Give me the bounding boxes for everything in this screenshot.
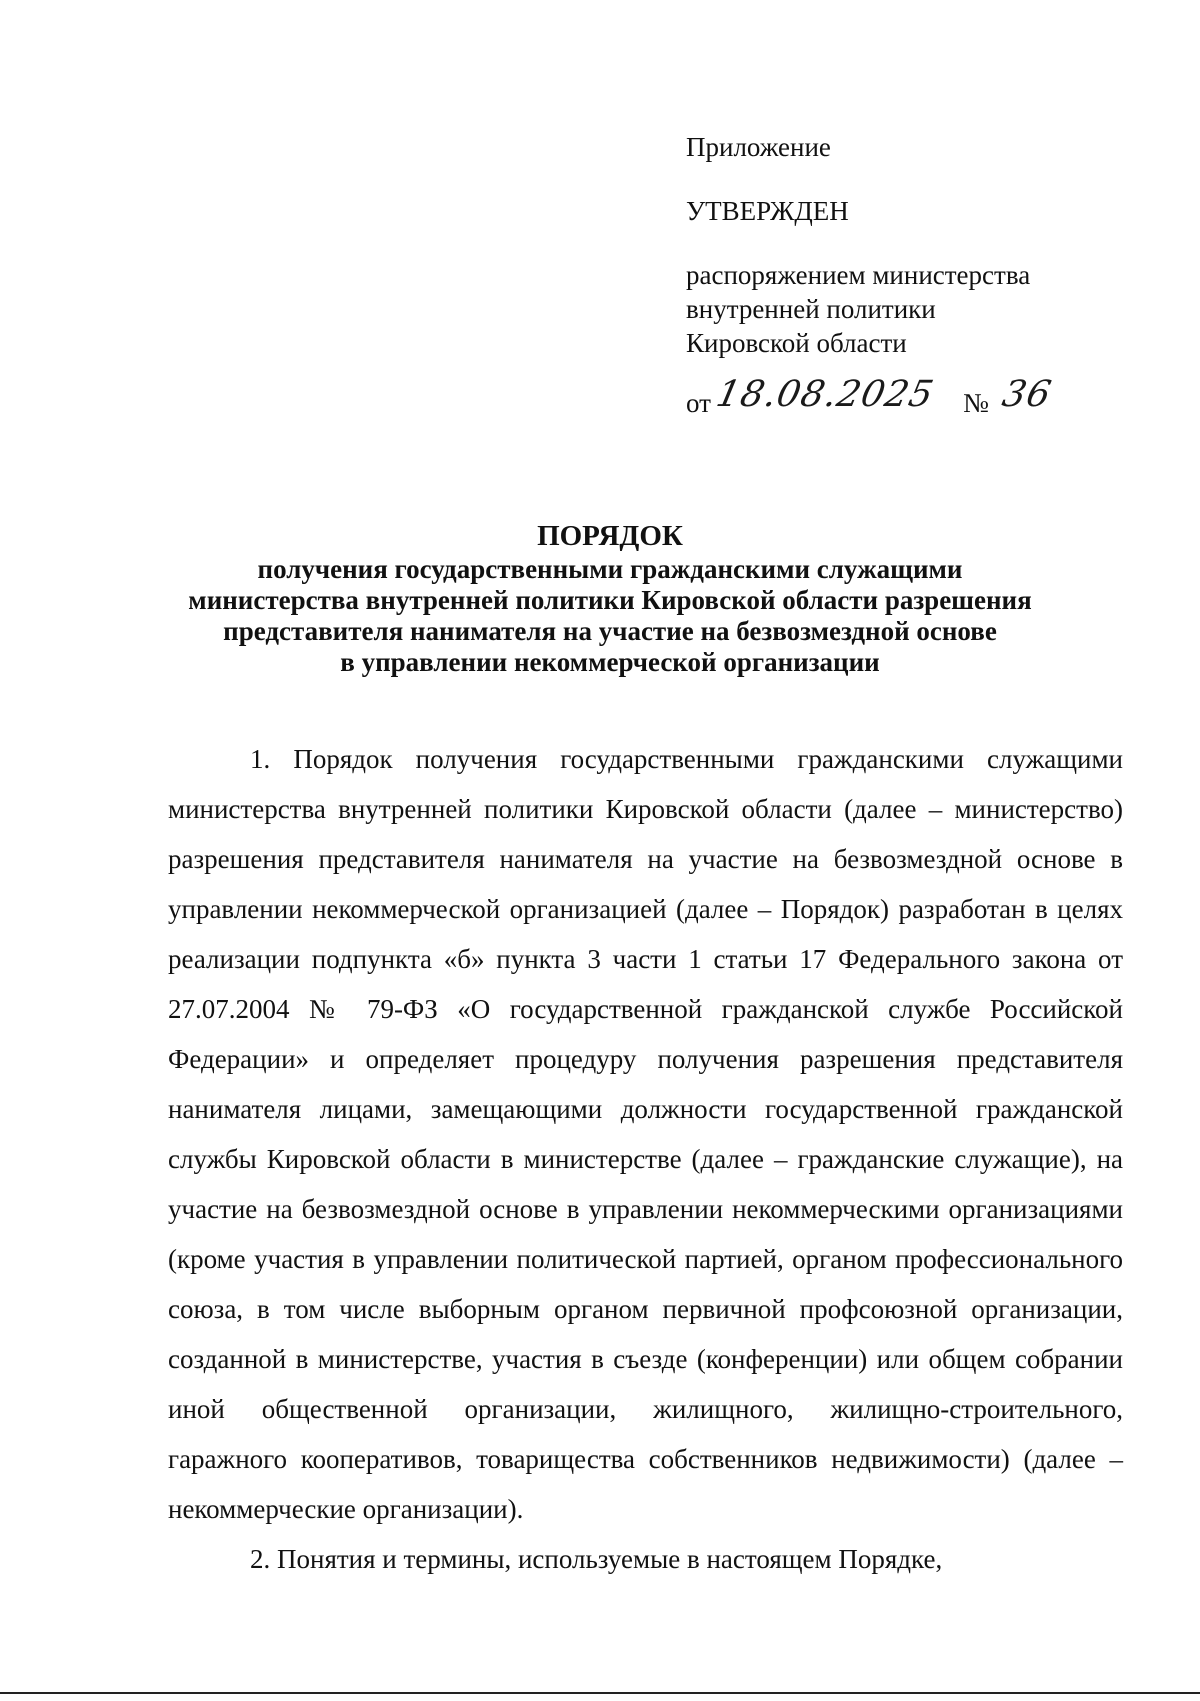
approved-by-line-2: внутренней политики	[686, 294, 936, 324]
title-subline-1: получения государственными гражданскими служащими	[257, 554, 963, 584]
approved-label: УТВЕРЖДЕН	[686, 196, 849, 226]
body-paragraph-1: 1. Порядок получения государственными гражданскими служащими министерства внутренней политики Кировской области (далее – министерство) разрешения представителя нанимателя на участие на безвозмездной основе в управлении некоммерческой организацией (далее – Порядок) разработан в целях реализации подпункта «б» пункта 3 части 1 статьи 17 Федерального закона от 27.07.2004 № 79-ФЗ «О государственной гражданской службе Российской Федерации» и определяет процедуру получения разрешения представителя нанимателя лицами, замещающими должности государственной гражданской службы Кировской области в министерстве (далее – гражданские служащие), на участие на безвозмездной основе в управлении некоммерческими организациями (кроме участия в управлении политической партией, органом профессионального союза, в том числе выборным органом первичной профсоюзной организации, созданной в министерстве, участия в съезде (конференции) или общем собрании иной общественной организации, жилищного, жилищно-строительного, гаражного кооперативов, товарищества собственников недвижимости) (далее – некоммерческие организации).	[168, 744, 1123, 1524]
document-body	[168, 734, 1123, 1584]
handwritten-number: 36	[998, 374, 1056, 415]
number-sign: №	[963, 388, 989, 418]
body-paragraph-2: 2. Понятия и термины, используемые в настоящем Порядке,	[250, 1544, 943, 1574]
handwritten-date: 18.08.2025	[712, 374, 938, 415]
date-number-line	[686, 374, 1126, 422]
document-title	[160, 521, 1060, 678]
approval-stamp-block	[686, 130, 1126, 422]
appendix-label: Приложение	[686, 132, 831, 162]
title-subline-4: в управлении некоммерческой организации	[340, 647, 880, 677]
approved-by-line-3: Кировской области	[686, 328, 907, 358]
approved-by-line-1: распоряжением министерства	[686, 260, 1031, 290]
date-prefix: от	[686, 388, 711, 418]
title-subline-2: министерства внутренней политики Кировской области разрешения	[188, 585, 1032, 615]
page-bottom-divider	[0, 1692, 1200, 1694]
title-subline-3: представителя нанимателя на участие на безвозмездной основе	[223, 616, 997, 646]
title-heading: ПОРЯДОК	[537, 520, 683, 552]
